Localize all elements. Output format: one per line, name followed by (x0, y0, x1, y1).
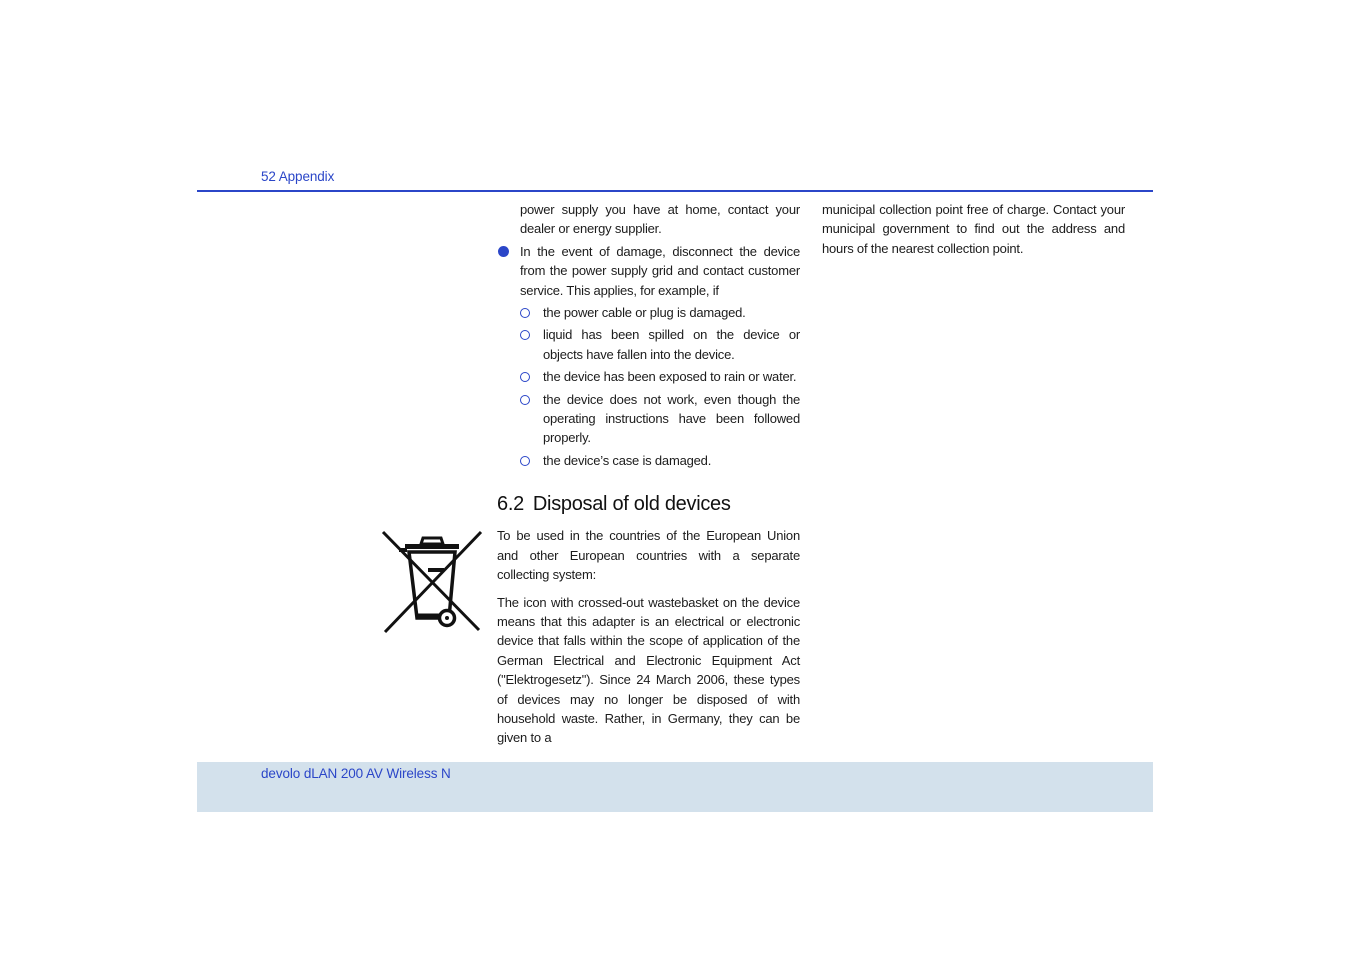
section-heading (497, 492, 800, 516)
body-paragraph: The icon with crossed-out wastebasket on the device means that this adapter is an electrical or electronic device that falls within the scope of application of the German Electrical and Electronic Equipment Act ("Elektrogesetz"). Since 24 March 2006, these types of devices may no longer be disposed of with household waste. Rather, in Germany, they can be given to a (497, 594, 800, 746)
header-rule (197, 190, 1153, 192)
sub-list-item-text: liquid has been spilled on the device or objects have fallen into the device. (543, 327, 800, 362)
sub-list-item (497, 325, 800, 364)
bullet-ring-icon (520, 456, 530, 466)
weee-disposal-icon (381, 530, 483, 634)
footer-band (197, 762, 1153, 812)
footer-product-name: devolo dLAN 200 AV Wireless N (261, 766, 451, 781)
sub-list-item-text: the device does not work, even though the operating instructions have been followed properly. (543, 391, 800, 446)
list-item-text: In the event of damage, disconnect the device from the power supply grid and contact customer service. This applies, for example, if (520, 243, 800, 298)
sub-list-item-text: the device’s case is damaged. (543, 452, 712, 468)
sub-list-item (497, 451, 800, 470)
bullet-ring-icon (520, 395, 530, 405)
list-item (497, 242, 800, 300)
bullet-dot-icon (498, 246, 509, 257)
bullet-ring-icon (520, 330, 530, 340)
continuation-text: power supply you have at home, contact your dealer or energy supplier. (520, 202, 800, 237)
body-paragraph: To be used in the countries of the European Union and other European countries with a separate collecting system: (497, 528, 800, 583)
text-column-right (822, 200, 1125, 258)
text-column-left (497, 200, 800, 748)
sub-list-item (497, 390, 800, 448)
page-header-label: 52 Appendix (261, 169, 335, 184)
sub-list-item-text: the power cable or plug is damaged. (543, 305, 746, 321)
section-title: Disposal of old devices (532, 493, 731, 516)
body-paragraph: municipal collection point free of charge. Contact your municipal government to find out the address and hours of the nearest collection point. (822, 202, 1125, 256)
section-number: 6.2 (497, 493, 524, 516)
sub-list-item-text: the device has been exposed to rain or water. (543, 369, 797, 385)
bullet-ring-icon (520, 308, 530, 318)
sub-list-item (497, 367, 800, 386)
bullet-ring-icon (520, 372, 530, 382)
sub-list-item (497, 303, 800, 322)
